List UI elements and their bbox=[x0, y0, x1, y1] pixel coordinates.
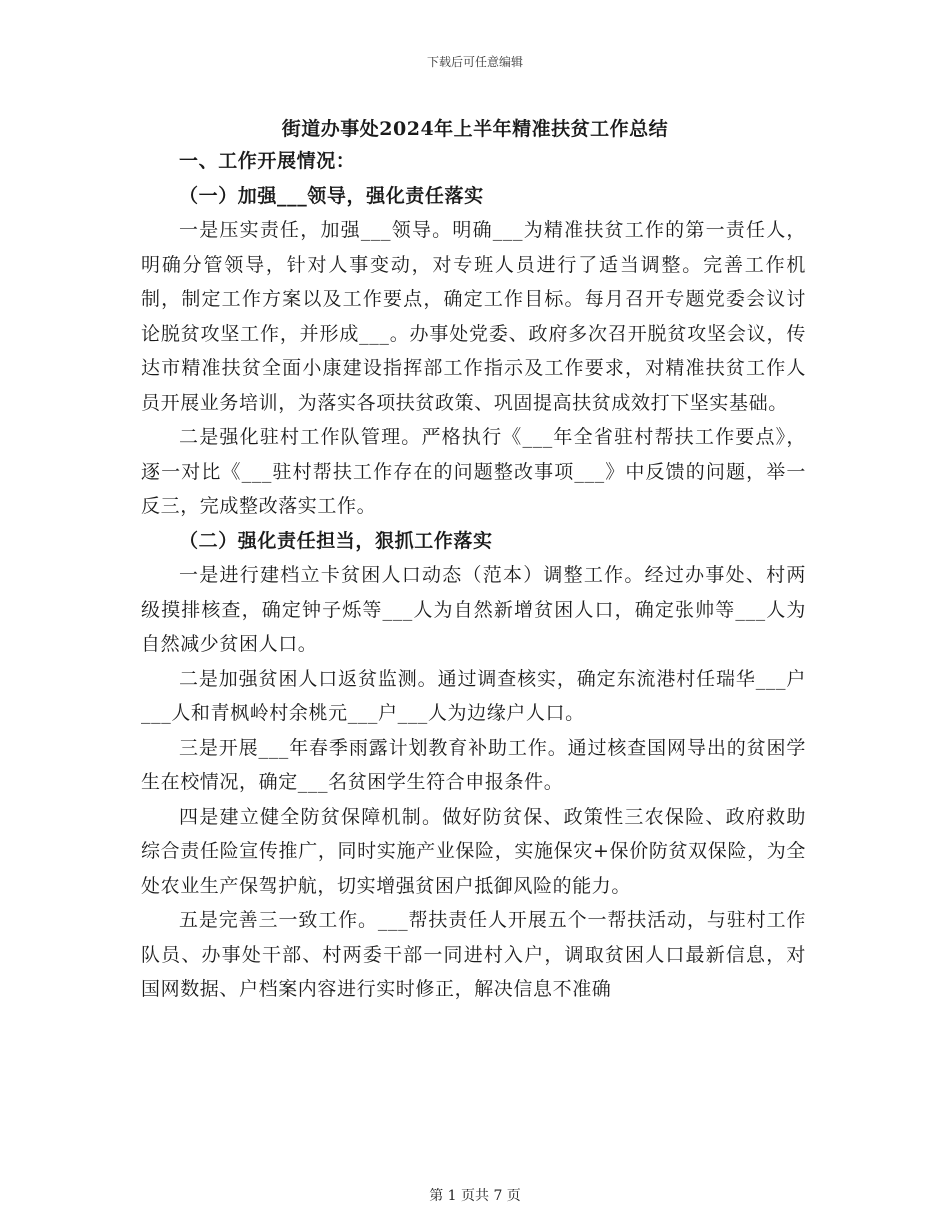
document-body bbox=[141, 144, 806, 1007]
paragraph-6: 四是建立健全防贫保障机制。做好防贫保、政策性三农保险、政府救助综合责任险宣传推广，同时实施产业保险，实施保灾+保价防贫双保险，为全处农业生产保驾护航，切实增强贫困户抵御风险的能力。 bbox=[141, 805, 806, 897]
document-title: 街道办事处2024年上半年精准扶贫工作总结 bbox=[281, 118, 669, 140]
paragraph-2: 二是强化驻村工作队管理。严格执行《___年全省驻村帮扶工作要点》，逐一对比《___驻村帮扶工作存在的问题整改事项___》中反馈的问题，举一反三，完成整改落实工作。 bbox=[141, 426, 806, 517]
page-header-note: 下载后可任意编辑 bbox=[426, 55, 523, 69]
paragraph-7: 五是完善三一致工作。___帮扶责任人开展五个一帮扶活动，与驻村工作队员、办事处干部、村两委干部一同进村入户，调取贫困人口最新信息，对国网数据、户档案内容进行实时修正，解决信息不准确 bbox=[141, 909, 806, 1000]
section-heading-1: 一、工作开展情况： bbox=[179, 150, 356, 172]
subsection-heading-2: （二）强化责任担当，狠抓工作落实 bbox=[179, 529, 493, 552]
paragraph-1: 一是压实责任，加强___领导。明确___为精准扶贫工作的第一责任人，明确分管领导，针对人事变动，对专班人员进行了适当调整。完善工作机制，制定工作方案以及工作要点，确定工作目标。每月召开专题党委会议讨论脱贫攻坚工作，并形成___。办事处党委、政府多次召开脱贫攻坚会议，传达市精准扶贫全面小康建设指挥部工作指示及工作要求，对精准扶贫工作人员开展业务培训，为落实各项扶贫政策、巩固提高扶贫成效打下坚实基础。 bbox=[141, 219, 806, 414]
paragraph-5: 三是开展___年春季雨露计划教育补助工作。通过核查国网导出的贫困学生在校情况，确定___名贫困学生符合申报条件。 bbox=[141, 736, 806, 793]
subsection-heading-1: （一）加强___领导，强化责任落实 bbox=[179, 184, 484, 207]
page-number: 第 1 页共 7 页 bbox=[429, 1188, 521, 1204]
paragraph-4: 二是加强贫困人口返贫监测。通过调查核实，确定东流港村任瑞华___户___人和青枫岭村余桃元___户___人为边缘户人口。 bbox=[141, 667, 806, 724]
paragraph-3: 一是进行建档立卡贫困人口动态（范本）调整工作。经过办事处、村两级摸排核查，确定钟子烁等___人为自然新增贫困人口，确定张帅等___人为自然减少贫困人口。 bbox=[141, 564, 806, 655]
